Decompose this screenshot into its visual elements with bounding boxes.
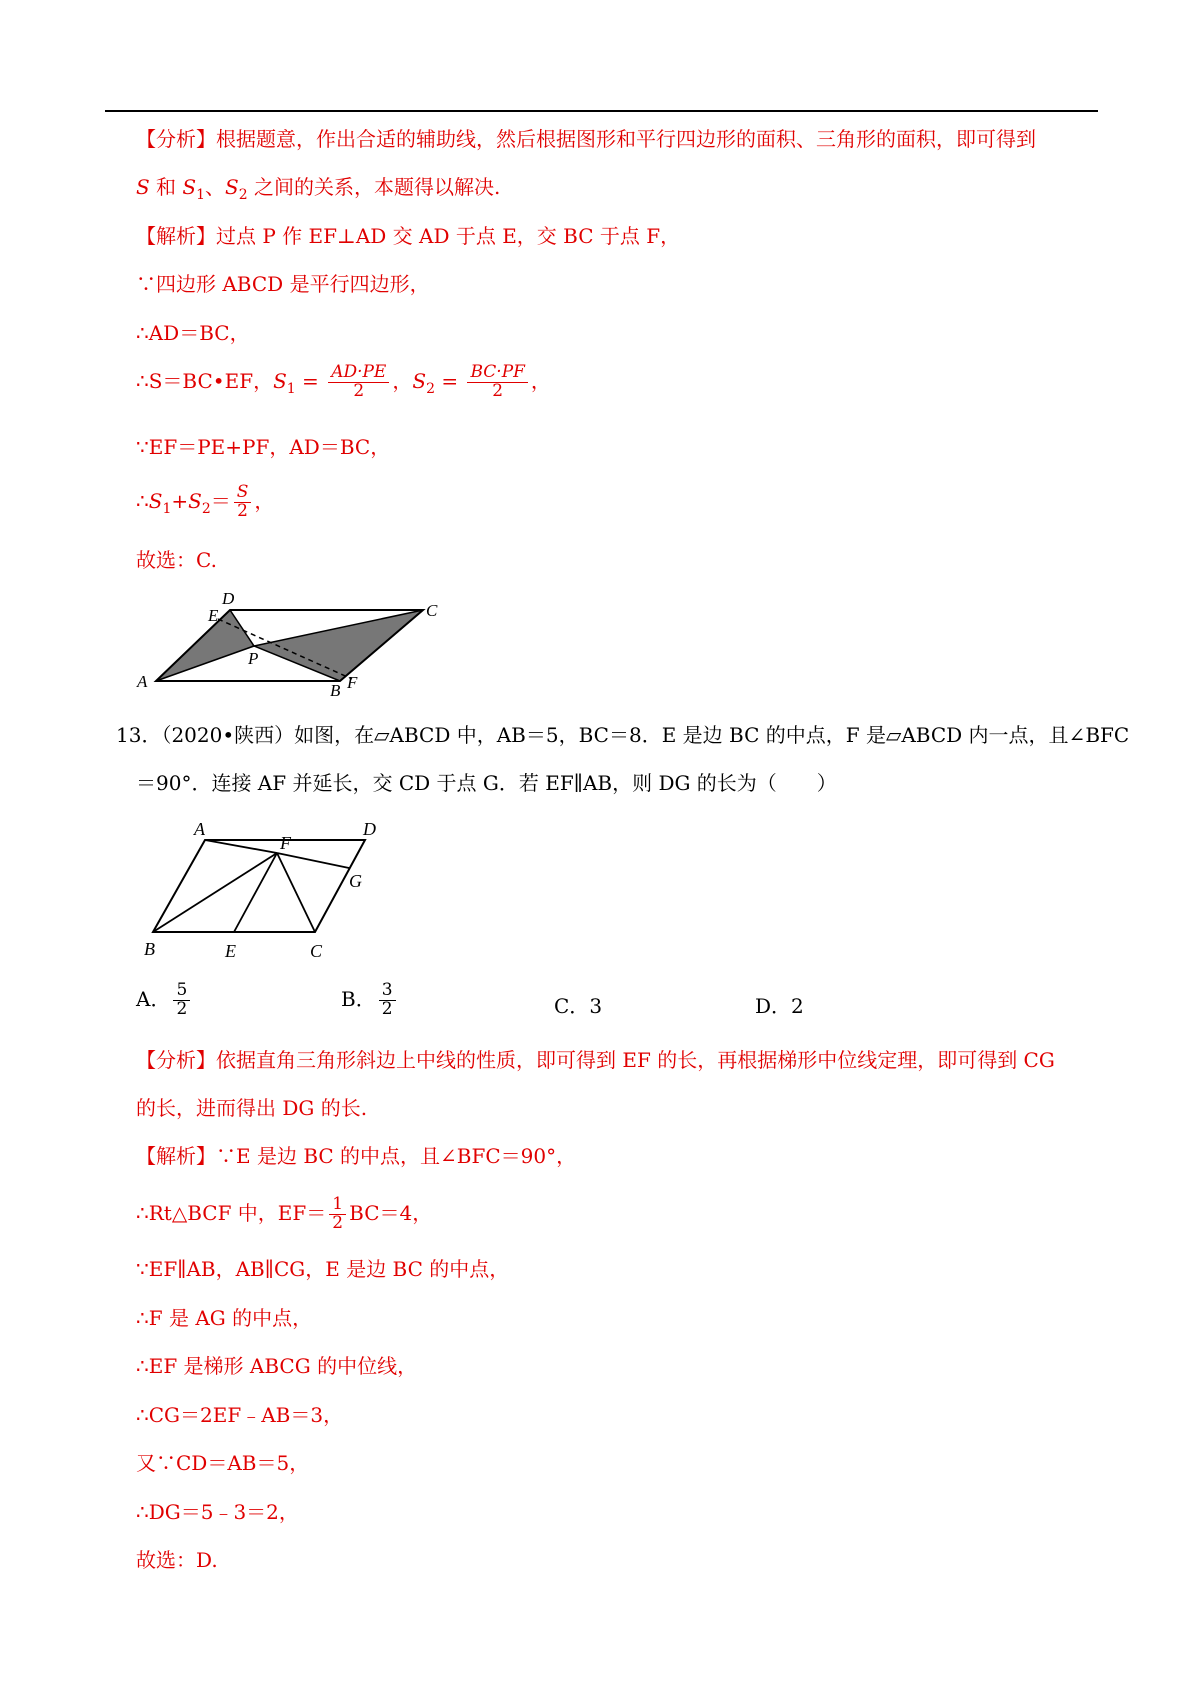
label-c-2: C — [310, 941, 323, 961]
solution2-line-8: ∴DG＝5﹣3＝2， — [136, 1500, 299, 1524]
fraction-ad-pe: $\frac{AD\cdot PE}{2}$ — [328, 364, 389, 401]
fraction-one-half: $\frac{1}{2}$ — [329, 1196, 346, 1233]
analysis-line-2: S 和 $S_1$、$S_2$ 之间的关系，本题得以解决. — [136, 175, 501, 203]
label-f-2: F — [280, 833, 291, 853]
shaded-triangle-apd — [156, 610, 254, 681]
solution2-line-6: ∴CG＝2EF﹣AB＝3， — [136, 1403, 344, 1427]
solution-line-4: ∴S＝BC•EF，$S_1$ = $\frac{AD\cdot PE}{2}$ ，$S_2$ = $\frac{BC\cdot PF}{2}$ ， — [136, 362, 551, 401]
solution2-line-4: ∴F 是 AG 的中点， — [136, 1306, 313, 1330]
solution2-line-3: ∵EF∥AB，AB∥CG，E 是边 BC 的中点， — [136, 1257, 510, 1281]
label-d: D — [222, 589, 235, 608]
label-a: A — [137, 672, 148, 691]
choice-a: A． $\frac{5}{2}$ — [136, 982, 193, 1019]
fraction-s-half: $\frac{S}{2}$ — [234, 484, 252, 521]
segment-bf — [153, 853, 277, 932]
label-c: C — [426, 601, 438, 620]
label-a-2: A — [194, 819, 205, 839]
solution2-line-5: ∴EF 是梯形 ABCG 的中位线， — [136, 1354, 418, 1378]
shaded-triangle-pbc — [254, 610, 423, 681]
label-g-2: G — [349, 871, 362, 891]
solution-line-5: ∵EF＝PE+PF，AD＝BC， — [136, 435, 391, 459]
segment-ef — [234, 853, 277, 932]
analysis2-line-1: 【分析】依据直角三角形斜边上中线的性质，即可得到 EF 的长，再根据梯形中位线定理，即可得到 CG — [136, 1048, 1055, 1072]
label-b-2: B — [144, 939, 155, 959]
fraction-bc-pf: $\frac{BC\cdot PF}{2}$ — [467, 364, 527, 401]
label-f: F — [347, 673, 358, 692]
solution-line-7: 故选：C. — [136, 548, 217, 572]
analysis2-line-2: 的长，进而得出 DG 的长. — [136, 1096, 368, 1120]
solution2-line-9: 故选：D. — [136, 1548, 218, 1572]
solution2-line-7: 又∵CD＝AB＝5， — [136, 1451, 310, 1475]
choice-b: B． $\frac{3}{2}$ — [341, 982, 399, 1019]
label-e: E — [208, 606, 219, 625]
choice-c: C．3 — [554, 994, 603, 1018]
parallelogram-figure-1 — [130, 585, 450, 700]
question-13-line-2: ＝90°．连接 AF 并延长，交 CD 于点 G．若 EF∥AB，则 DG 的长为（ ） — [136, 771, 837, 795]
solution-line-3: ∴AD＝BC， — [136, 321, 250, 345]
label-e-2: E — [225, 941, 236, 961]
segment-cf — [277, 853, 315, 932]
label-d-2: D — [363, 819, 376, 839]
solution-line-1: 【解析】过点 P 作 EF⊥AD 交 AD 于点 E，交 BC 于点 F， — [136, 224, 681, 248]
solution-line-2: ∵四边形 ABCD 是平行四边形， — [136, 272, 430, 296]
parallelogram-figure-2 — [130, 815, 400, 965]
question-13-line-1: 13．（2020•陕西）如图，在▱ABCD 中，AB＝5，BC＝8．E 是边 BC 的中点，F 是▱ABCD 内一点，且∠BFC — [116, 723, 1130, 747]
solution2-line-2: ∴Rt△BCF 中，EF＝ $\frac{1}{2}$ BC＝4， — [136, 1194, 433, 1233]
label-b: B — [330, 681, 341, 700]
choice-d: D．2 — [755, 994, 804, 1018]
segment-af — [205, 840, 277, 853]
solution2-line-1: 【解析】∵E 是边 BC 的中点，且∠BFC＝90°， — [136, 1144, 577, 1168]
analysis-line-1: 【分析】根据题意，作出合适的辅助线，然后根据图形和平行四边形的面积、三角形的面积，即可得到 — [136, 127, 1036, 151]
segment-fg — [277, 853, 349, 868]
header-rule — [105, 110, 1098, 112]
label-p: P — [248, 649, 259, 668]
solution-line-6: $\therefore S_1+S_2=$ $\frac{S}{2}$ ， — [136, 482, 275, 521]
